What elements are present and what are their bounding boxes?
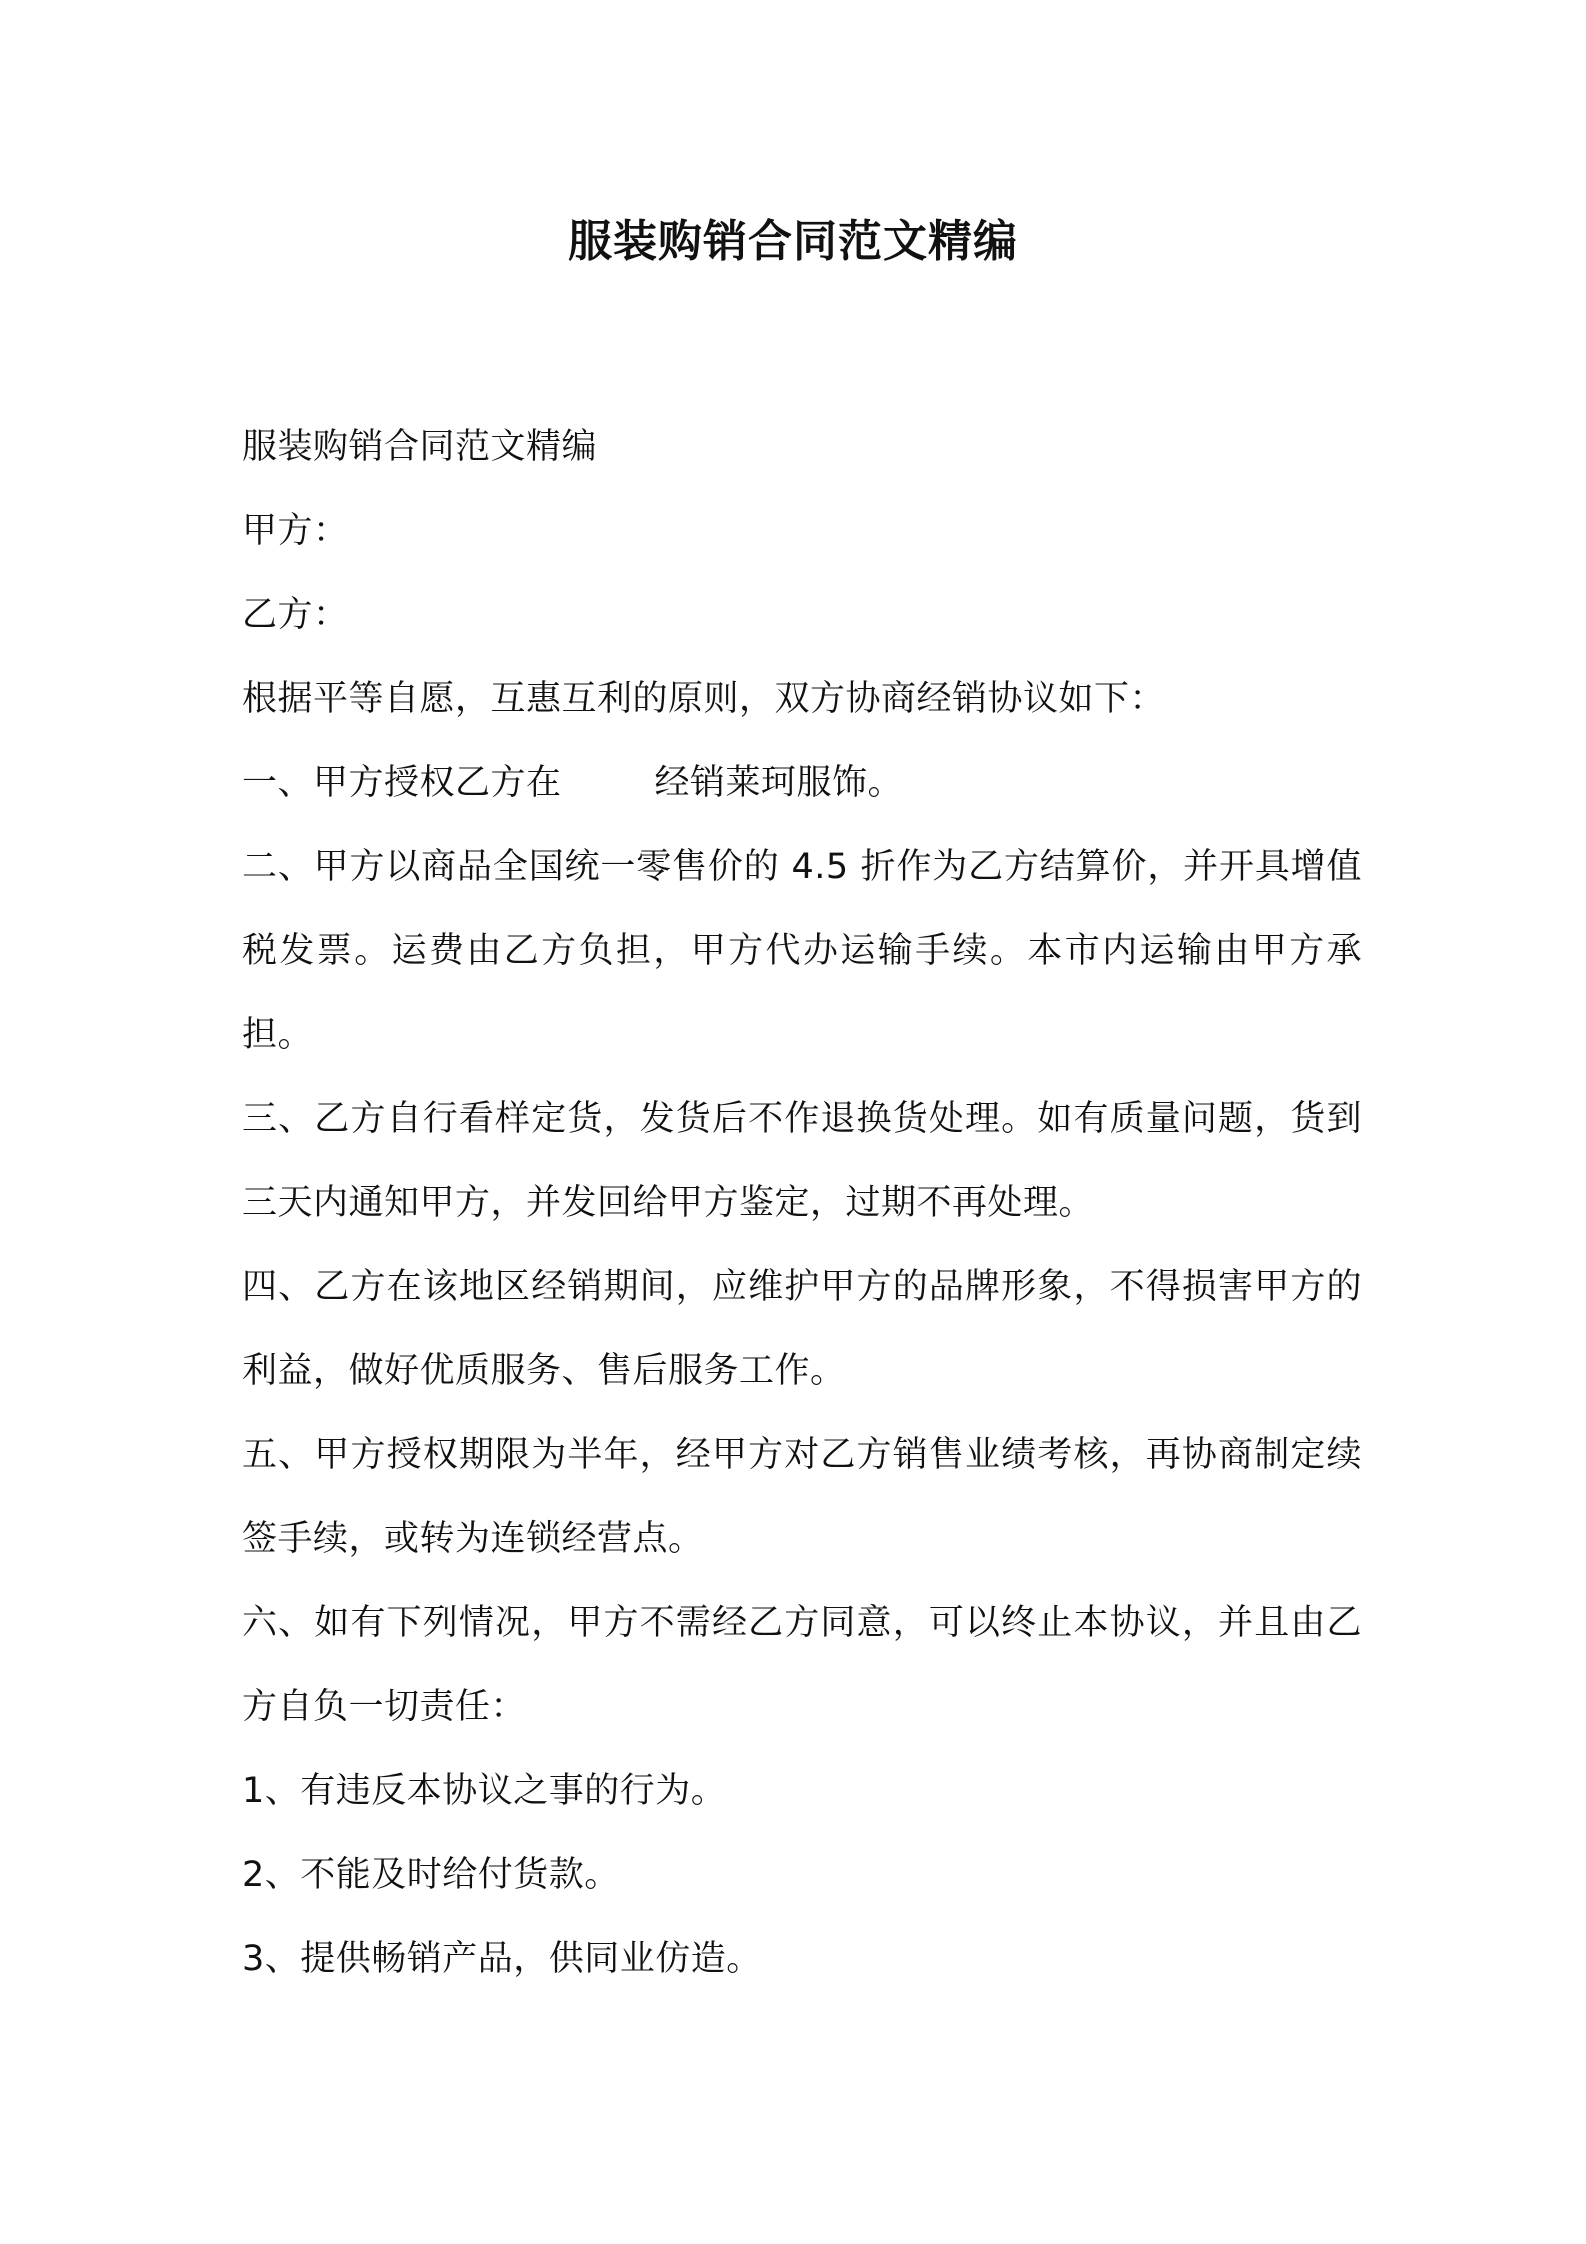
party-a-line: 甲方： [242, 511, 349, 551]
document-title: 服装购销合同范文精编 [568, 216, 1018, 267]
clause-2: 二、甲方以商品全国统一零售价的 4.5 折作为乙方结算价，并开具增值税发票。运费由乙方负担，甲方代办运输手续。本市内运输由甲方承担。 [242, 847, 1362, 1055]
document-body [242, 405, 1362, 2001]
clause-6-item-3: 3、提供畅销产品，供同业仿造。 [242, 1939, 762, 1979]
clause-1: 一、甲方授权乙方在 经销莱珂服饰。 [242, 763, 904, 803]
subtitle-line: 服装购销合同范文精编 [242, 427, 598, 467]
clause-3: 三、乙方自行看样定货，发货后不作退换货处理。如有质量问题，货到三天内通知甲方，并发回给甲方鉴定，过期不再处理。 [242, 1099, 1362, 1223]
clause-4: 四、乙方在该地区经销期间，应维护甲方的品牌形象，不得损害甲方的利益，做好优质服务、售后服务工作。 [242, 1267, 1362, 1391]
clause-6-item-2: 2、不能及时给付货款。 [242, 1855, 620, 1895]
clause-5: 五、甲方授权期限为半年，经甲方对乙方销售业绩考核，再协商制定续签手续，或转为连锁经营点。 [242, 1435, 1362, 1559]
clause-6: 六、如有下列情况，甲方不需经乙方同意，可以终止本协议，并且由乙方自负一切责任： [242, 1603, 1362, 1727]
preamble-paragraph: 根据平等自愿，互惠互利的原则，双方协商经销协议如下： [242, 679, 1166, 719]
party-b-line: 乙方： [242, 595, 349, 635]
clause-6-item-1: 1、有违反本协议之事的行为。 [242, 1771, 727, 1811]
